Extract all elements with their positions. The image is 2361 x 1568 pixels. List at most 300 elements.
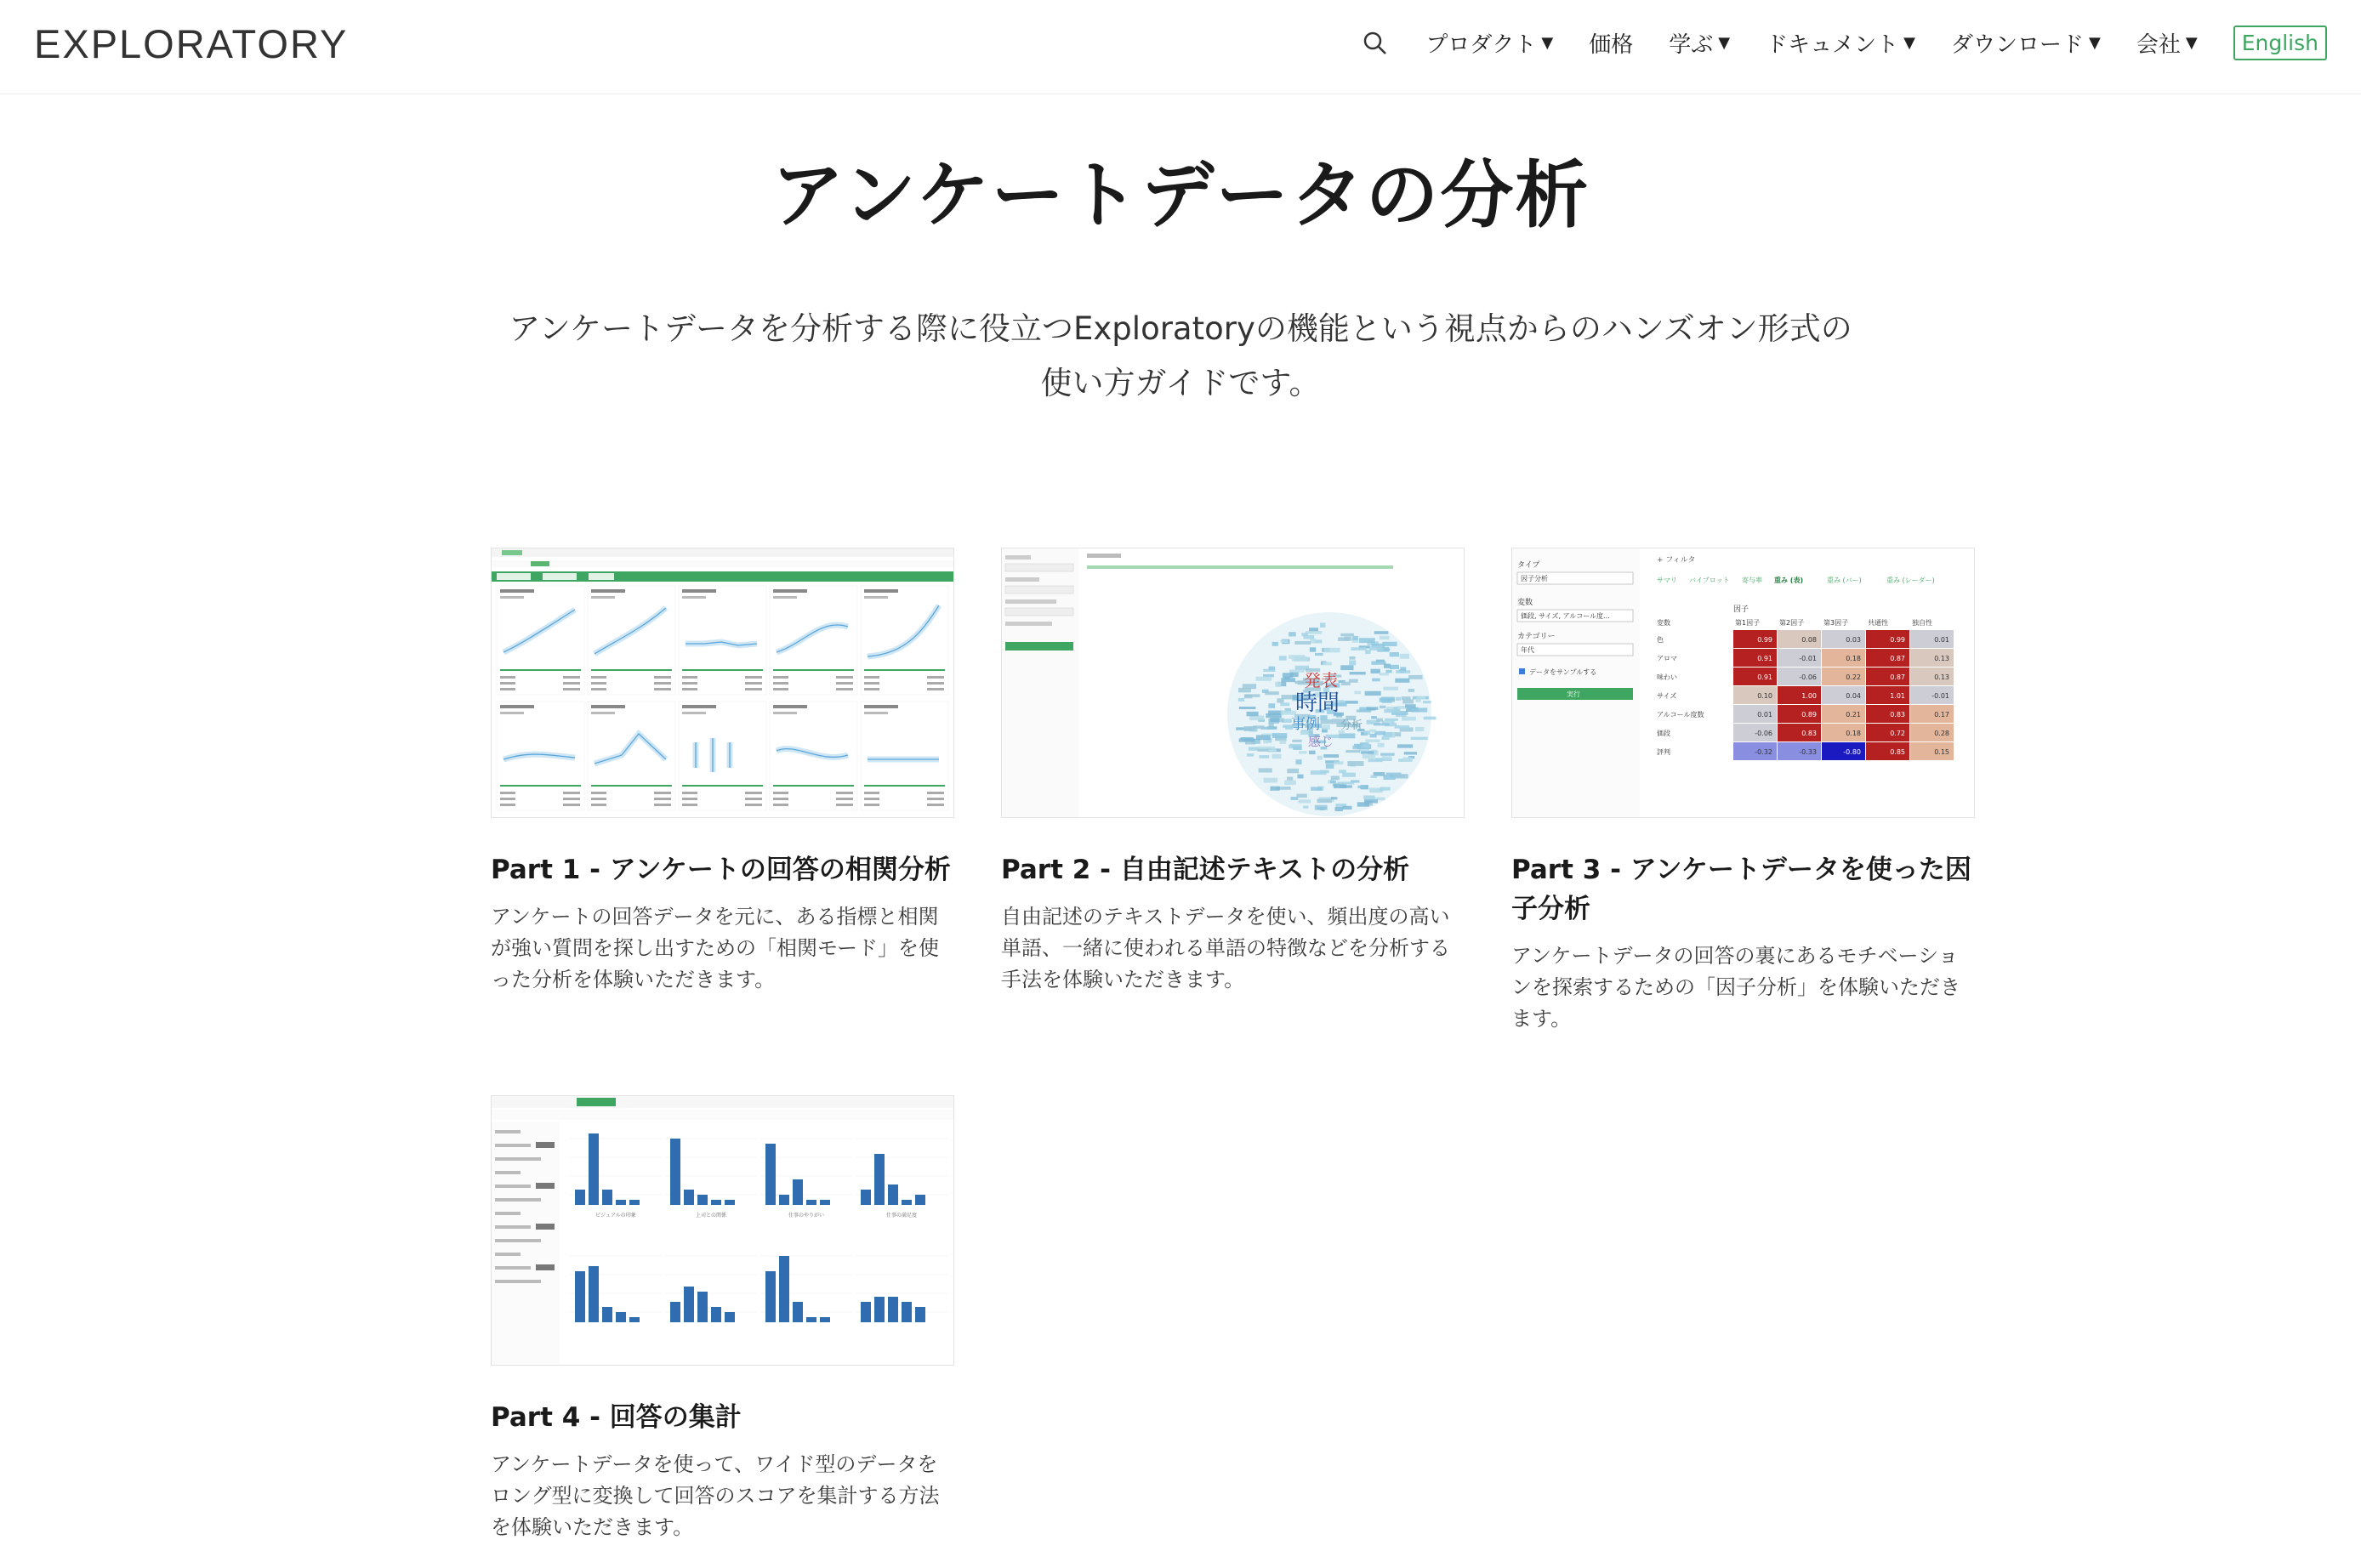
wordcloud-bit <box>1349 656 1355 660</box>
wordcloud-bit <box>1380 787 1391 791</box>
bar-chart-panel <box>856 1139 947 1219</box>
card-description: 自由記述のテキストデータを使い、頻出度の高い単語、一緒に使われる単語の特徴などを分析する手法を体験いただきます。 <box>1001 905 1450 991</box>
ss-tab: 重み (表) <box>1774 577 1804 584</box>
bar <box>779 1195 789 1205</box>
bar <box>589 1133 599 1205</box>
bar <box>806 1317 816 1322</box>
ss-table-rowname: アロマ <box>1657 655 1677 662</box>
wordcloud-bit <box>1272 642 1278 646</box>
wordcloud-bit <box>1284 781 1296 785</box>
nav-company-label: 会社 <box>2136 32 2181 58</box>
wordcloud-bit <box>1297 775 1303 779</box>
ss-table-value: 0.85 <box>1890 748 1905 756</box>
nav-products[interactable] <box>1425 27 1553 59</box>
wordcloud-bit <box>1259 768 1272 772</box>
chevron-down-icon: ▼ <box>2185 34 2198 52</box>
bar <box>915 1195 925 1205</box>
ss-table-value: 1.00 <box>1801 692 1817 700</box>
ss-factor-header: 因子 <box>1733 605 1749 614</box>
bar <box>888 1297 898 1322</box>
top-header <box>0 0 2361 94</box>
wordcloud-bit <box>1352 636 1358 640</box>
correlation-panel <box>588 586 675 695</box>
wordcloud-bit <box>1403 757 1413 761</box>
wordcloud-bit <box>1345 701 1357 704</box>
wordcloud-bit <box>1247 753 1254 757</box>
bar <box>902 1302 912 1322</box>
ss-table-value: -0.33 <box>1799 748 1817 756</box>
ss-table-value: 0.15 <box>1934 748 1949 756</box>
wordcloud-bit <box>1349 660 1356 665</box>
bar <box>874 1297 885 1322</box>
wordcloud-bit <box>1359 638 1375 643</box>
wordcloud-bit <box>1351 647 1366 650</box>
wordcloud-bit <box>1380 753 1395 756</box>
wordcloud-bit <box>1371 662 1385 665</box>
bar-chart-panel <box>665 1139 757 1219</box>
wordcloud-bit <box>1249 715 1264 720</box>
ss-type-label: タイプ <box>1517 561 1540 570</box>
wordcloud-bit <box>1354 691 1361 695</box>
wordcloud-bit <box>1384 648 1390 650</box>
wordcloud-bit <box>1347 761 1363 766</box>
wordcloud-bit <box>1334 784 1346 788</box>
bar-chart-panel <box>760 1256 852 1322</box>
ss-table-header: 第3因子 <box>1823 619 1849 627</box>
wordcloud-bit <box>1340 633 1354 636</box>
card-description: アンケートデータを使って、ワイド型のデータをロング型に変換して回答のスコアを集計する方法を体験いただきます。 <box>491 1452 940 1539</box>
ss-table-rowname: 味わい <box>1657 673 1677 681</box>
wordcloud-bit <box>1341 682 1351 685</box>
language-switch-button[interactable]: English <box>2233 26 2327 60</box>
bar <box>602 1190 612 1205</box>
wordcloud-bit <box>1374 631 1389 634</box>
wordcloud-bit <box>1287 777 1293 781</box>
nav-learn-label: 学ぶ <box>1669 32 1714 58</box>
wordcloud-bit <box>1380 673 1389 675</box>
thumbnail-text-analysis[interactable] <box>1001 548 1465 818</box>
wordcloud-bit <box>1390 652 1399 656</box>
wordcloud-bit <box>1310 639 1316 644</box>
wordcloud-bit <box>1294 656 1307 660</box>
card-part3[interactable] <box>1511 548 1975 1035</box>
wordcloud-bit <box>1345 750 1360 753</box>
wordcloud-bit <box>1423 701 1431 703</box>
ss-cat-value: 年代 <box>1521 646 1534 654</box>
wordcloud-bit <box>1340 665 1353 670</box>
bar <box>806 1200 816 1205</box>
wordcloud-bit <box>1404 752 1417 754</box>
wordcloud-bit <box>1402 717 1416 721</box>
bar <box>902 1200 912 1205</box>
chart-label: 上司との関係 <box>695 1213 727 1219</box>
bar <box>793 1302 803 1322</box>
wordcloud-bit <box>1244 726 1256 731</box>
wordcloud-bit <box>1270 787 1279 791</box>
wordcloud-bit <box>1323 754 1339 758</box>
nav-download[interactable] <box>1951 27 2101 59</box>
wordcloud-bit <box>1289 670 1305 673</box>
wordcloud-bit <box>1408 689 1414 692</box>
wordcloud-word: 事例 <box>1291 716 1320 733</box>
wordcloud-bit <box>1238 698 1244 702</box>
main-nav <box>1361 26 2327 60</box>
wordcloud-bit <box>1384 664 1391 668</box>
wordcloud-bit <box>1365 739 1380 741</box>
wordcloud-bit <box>1311 770 1327 775</box>
chevron-down-icon: ▼ <box>1903 34 1915 52</box>
wordcloud-bit <box>1372 679 1380 682</box>
card-part1[interactable] <box>491 548 954 996</box>
bar-chart-panel <box>856 1256 947 1322</box>
bar-chart-panel <box>570 1133 662 1219</box>
wordcloud-bit <box>1259 755 1269 758</box>
wordcloud-bit <box>1283 673 1293 678</box>
wordcloud-bit <box>1393 774 1408 778</box>
ss-table-value: 0.18 <box>1846 730 1861 737</box>
wordcloud-bit <box>1299 751 1306 753</box>
bar <box>820 1200 830 1205</box>
wordcloud-bit <box>1317 756 1323 760</box>
ss-table-header: 独自性 <box>1912 619 1932 627</box>
ss-tab: 重み (レーダー) <box>1886 577 1935 584</box>
bar <box>861 1190 871 1205</box>
card-part4[interactable] <box>491 1095 954 1543</box>
wordcloud-bit <box>1402 699 1414 703</box>
wordcloud-bit <box>1279 656 1287 660</box>
wordcloud-bit <box>1396 697 1401 701</box>
wordcloud-bit <box>1331 775 1340 780</box>
ss-var-value: 価段, サイズ, アルコール度... <box>1521 612 1610 620</box>
thumbnail-factor-analysis[interactable] <box>1511 548 1975 818</box>
correlation-panel <box>497 702 584 810</box>
wordcloud-bit <box>1339 733 1355 738</box>
wordcloud-bit <box>1380 636 1390 640</box>
bar <box>616 1312 626 1322</box>
bar <box>915 1307 925 1322</box>
nav-docs[interactable] <box>1766 27 1915 59</box>
wordcloud-bit <box>1342 773 1356 777</box>
wordcloud-bit <box>1281 711 1296 715</box>
chevron-down-icon: ▼ <box>1718 34 1731 52</box>
ss-table-value: 0.03 <box>1846 636 1861 644</box>
card-title[interactable]: Part 4 - 回答の集計 <box>491 1402 742 1433</box>
nav-pricing-label: 価格 <box>1589 32 1634 58</box>
wordcloud-bit <box>1365 691 1381 696</box>
ss-tab: バイプロット <box>1689 577 1730 584</box>
wordcloud-bit <box>1395 679 1409 683</box>
bar <box>765 1271 776 1322</box>
wordcloud-bit <box>1292 740 1301 742</box>
correlation-panel <box>770 702 857 810</box>
nav-learn[interactable] <box>1669 27 1730 59</box>
wordcloud-bit <box>1294 641 1311 645</box>
wordcloud-bit <box>1275 682 1281 687</box>
ss-table-value: 0.17 <box>1934 711 1949 719</box>
ss-table-value: 0.01 <box>1757 711 1772 719</box>
bar <box>711 1307 721 1322</box>
wordcloud-bit <box>1368 758 1383 762</box>
ss-table-value: 1.01 <box>1890 692 1905 700</box>
wordcloud-bit <box>1396 670 1410 673</box>
bar-chart-panel <box>665 1256 757 1322</box>
wordcloud-bit <box>1376 719 1383 722</box>
bar <box>670 1139 680 1205</box>
wordcloud-bit <box>1363 754 1375 758</box>
bar <box>697 1292 708 1322</box>
wordcloud-word: 分析 <box>1340 719 1363 732</box>
ss-table-header: 第2因子 <box>1779 619 1805 627</box>
wordcloud-bit <box>1411 737 1428 740</box>
wordcloud-bit <box>1411 707 1427 712</box>
wordcloud-bit <box>1299 799 1311 803</box>
wordcloud-bit <box>1279 741 1286 744</box>
wordcloud-bit <box>1364 799 1378 803</box>
correlation-panel <box>861 702 948 810</box>
wordcloud-bit <box>1382 642 1397 646</box>
nav-pricing[interactable] <box>1589 27 1633 59</box>
bar <box>589 1266 599 1322</box>
wordcloud-bit <box>1291 797 1299 800</box>
ss-table-value: -0.01 <box>1799 655 1817 662</box>
wordcloud-bit <box>1415 727 1424 731</box>
wordcloud-bit <box>1371 716 1377 719</box>
card-description: アンケートの回答データを元に、ある指標と相関が強い質問を探し出すための「相関モード」を使った分析を体験いただきます。 <box>491 905 940 991</box>
wordcloud-bit <box>1247 712 1259 716</box>
wordcloud-bit <box>1295 759 1301 764</box>
wordcloud-bit <box>1369 646 1382 650</box>
wordcloud-bit <box>1416 697 1421 702</box>
wordcloud-bit <box>1289 744 1301 747</box>
card-part2[interactable] <box>1001 548 1465 996</box>
ss-var-label: 変数 <box>1517 599 1533 607</box>
wordcloud-bit <box>1239 707 1256 709</box>
wordcloud-bit <box>1364 730 1370 735</box>
page-subtitle: アンケートデータを分析する際に役立つExploratoryの機能という視点からのハンズオン形式の使い方ガイドです。 <box>509 310 1852 401</box>
wordcloud-screenshot <box>1002 548 1465 818</box>
wordcloud-bit <box>1310 647 1316 651</box>
bar <box>697 1195 708 1205</box>
bar <box>888 1185 898 1205</box>
wordcloud-bit <box>1281 639 1289 642</box>
page-title: アンケートデータの分析 <box>771 153 1590 238</box>
correlation-screenshot <box>492 548 954 818</box>
wordcloud-bit <box>1320 622 1325 627</box>
wordcloud-bit <box>1317 807 1327 810</box>
site-logo[interactable]: EXPLORATORY <box>34 21 349 66</box>
wordcloud-bit <box>1384 709 1400 713</box>
ss-table-value: 0.10 <box>1757 692 1772 700</box>
wordcloud-word: 時間 <box>1295 690 1340 716</box>
wordcloud-bit <box>1366 707 1378 710</box>
ss-table-value: -0.32 <box>1755 748 1772 756</box>
wordcloud-bit <box>1320 715 1327 719</box>
ss-sample-label: データをサンプルする <box>1529 668 1597 676</box>
bar <box>629 1317 640 1322</box>
wordcloud-bit <box>1350 672 1366 674</box>
wordcloud-bit <box>1241 737 1254 740</box>
correlation-panel <box>861 586 948 695</box>
wordcloud-bit <box>1323 648 1340 653</box>
ss-table-value: 0.99 <box>1890 636 1905 644</box>
wordcloud-bit <box>1334 761 1343 764</box>
card-title[interactable]: Part 3 - アンケートデータを使った因子分析 <box>1511 855 1971 924</box>
correlation-panel <box>679 586 766 695</box>
nav-download-label: ダウンロード <box>1951 32 2085 58</box>
wordcloud-bit <box>1354 744 1361 747</box>
wordcloud-bit <box>1315 653 1323 656</box>
bar <box>861 1302 871 1322</box>
wordcloud-bit <box>1405 704 1416 707</box>
wordcloud-bit <box>1371 775 1377 778</box>
wordcloud-bit <box>1378 743 1385 747</box>
bar <box>684 1287 694 1322</box>
ss-table-value: 0.08 <box>1801 636 1817 644</box>
wordcloud-bit <box>1270 718 1279 722</box>
bar-chart-panel <box>570 1256 662 1322</box>
bar <box>670 1302 680 1322</box>
ss-table-rowname: 価段 <box>1657 730 1670 737</box>
ss-table-value: 0.04 <box>1846 692 1861 700</box>
wordcloud-bit <box>1269 749 1277 752</box>
bar <box>725 1200 735 1205</box>
ss-table-value: -0.80 <box>1843 748 1861 756</box>
bar <box>725 1312 735 1322</box>
ss-table-value: 0.18 <box>1846 655 1861 662</box>
ss-filter-label: + フィルタ <box>1657 556 1696 565</box>
correlation-panel <box>588 702 675 810</box>
ss-table-value: 0.28 <box>1934 730 1949 737</box>
wordcloud-bit <box>1303 806 1308 809</box>
ss-table-value: 0.91 <box>1757 655 1772 662</box>
bar <box>575 1190 585 1205</box>
ss-table-value: 0.13 <box>1934 655 1949 662</box>
ss-table-value: 0.83 <box>1801 730 1817 737</box>
wordcloud-bit <box>1256 677 1272 681</box>
wordcloud-bit <box>1321 719 1333 724</box>
wordcloud-bit <box>1309 751 1316 754</box>
wordcloud-bit <box>1289 632 1296 636</box>
wordcloud-bit <box>1265 691 1279 695</box>
ss-table-value: -0.01 <box>1931 692 1949 700</box>
nav-docs-label: ドキュメント <box>1766 32 1899 58</box>
wordcloud-bit <box>1383 687 1398 690</box>
search-icon[interactable] <box>1361 29 1390 58</box>
bar <box>765 1144 776 1205</box>
wordcloud-bit <box>1374 723 1390 725</box>
wordcloud-bit <box>1390 665 1399 669</box>
wordcloud-bit <box>1245 741 1255 744</box>
wordcloud-bit <box>1322 724 1330 730</box>
ss-table-rowname: 評判 <box>1657 748 1670 756</box>
bar <box>779 1256 789 1322</box>
ss-table-header: 変数 <box>1657 619 1670 627</box>
wordcloud-bit <box>1342 806 1351 810</box>
wordcloud-bit <box>1400 654 1409 659</box>
wordcloud-bit <box>1397 744 1413 747</box>
bar <box>684 1190 694 1205</box>
wordcloud-word: 感じ <box>1308 734 1334 749</box>
wordcloud-bit <box>1382 756 1392 759</box>
wordcloud-bit <box>1385 719 1398 721</box>
ss-table-value: 0.21 <box>1846 711 1861 719</box>
bar <box>616 1200 626 1205</box>
wordcloud-bit <box>1385 670 1391 673</box>
ss-table-value: 0.91 <box>1757 673 1772 681</box>
wordcloud-bit <box>1357 786 1366 788</box>
thumbnail-aggregation[interactable] <box>491 1095 954 1366</box>
ss-table-value: -0.06 <box>1799 673 1817 681</box>
ss-table-value: -0.06 <box>1755 730 1772 737</box>
wordcloud-bit <box>1269 667 1276 670</box>
bar <box>575 1271 585 1322</box>
chevron-down-icon: ▼ <box>1541 34 1554 52</box>
wordcloud-bit <box>1268 711 1283 715</box>
ss-cat-label: カテゴリー <box>1517 633 1556 641</box>
card-title[interactable]: Part 2 - 自由記述テキストの分析 <box>1001 855 1410 885</box>
wordcloud-bit <box>1381 697 1395 702</box>
wordcloud-bit <box>1243 684 1256 689</box>
ss-table-rowname: アルコール度数 <box>1657 711 1704 719</box>
ss-table-header: 第1因子 <box>1735 619 1761 627</box>
ss-type-value: 因子分析 <box>1521 575 1548 582</box>
ss-run-button: 実行 <box>1567 690 1580 698</box>
ss-table-header: 共通性 <box>1868 619 1888 627</box>
wordcloud-bit <box>1280 702 1289 706</box>
wordcloud-bit <box>1335 807 1343 811</box>
wordcloud-word: 発表 <box>1304 670 1338 690</box>
wordcloud-bit <box>1331 797 1337 799</box>
wordcloud-bit <box>1370 669 1380 673</box>
card-title[interactable]: Part 1 - アンケートの回答の相関分析 <box>491 855 951 885</box>
correlation-panel <box>679 702 766 810</box>
ss-table-value: 0.89 <box>1801 711 1817 719</box>
wordcloud-bit <box>1370 734 1377 738</box>
bar <box>793 1179 803 1205</box>
wordcloud-bit <box>1256 735 1271 740</box>
thumbnail-correlation[interactable] <box>491 548 954 818</box>
nav-company[interactable] <box>2136 27 2198 59</box>
wordcloud-bit <box>1323 662 1332 665</box>
wordcloud-bit <box>1264 778 1278 783</box>
ss-table-value: 0.99 <box>1757 636 1772 644</box>
ss-table-value: 0.87 <box>1890 673 1905 681</box>
wordcloud-bit <box>1408 675 1422 679</box>
bar <box>820 1317 830 1322</box>
factor-screenshot <box>1512 548 1975 818</box>
ss-table-rowname: 色 <box>1657 636 1664 644</box>
wordcloud-bit <box>1395 725 1409 729</box>
wordcloud-bit <box>1424 717 1437 720</box>
ss-table-value: 0.72 <box>1890 730 1905 737</box>
wordcloud-bit <box>1317 798 1331 803</box>
wordcloud-bit <box>1363 744 1369 747</box>
wordcloud-bit <box>1363 795 1374 799</box>
wordcloud-bit <box>1380 706 1386 708</box>
wordcloud-bit <box>1330 781 1336 783</box>
bar <box>711 1200 721 1205</box>
bar <box>629 1200 640 1205</box>
bar <box>602 1307 612 1322</box>
ss-tab: サマリ <box>1657 577 1677 584</box>
wordcloud-bit <box>1244 695 1253 699</box>
ss-table-value: 0.13 <box>1934 673 1949 681</box>
wordcloud-bit <box>1311 787 1323 790</box>
wordcloud-bit <box>1272 733 1287 738</box>
ss-table-value: 0.87 <box>1890 655 1905 662</box>
bar <box>874 1154 885 1205</box>
wordcloud-bit <box>1301 633 1308 636</box>
